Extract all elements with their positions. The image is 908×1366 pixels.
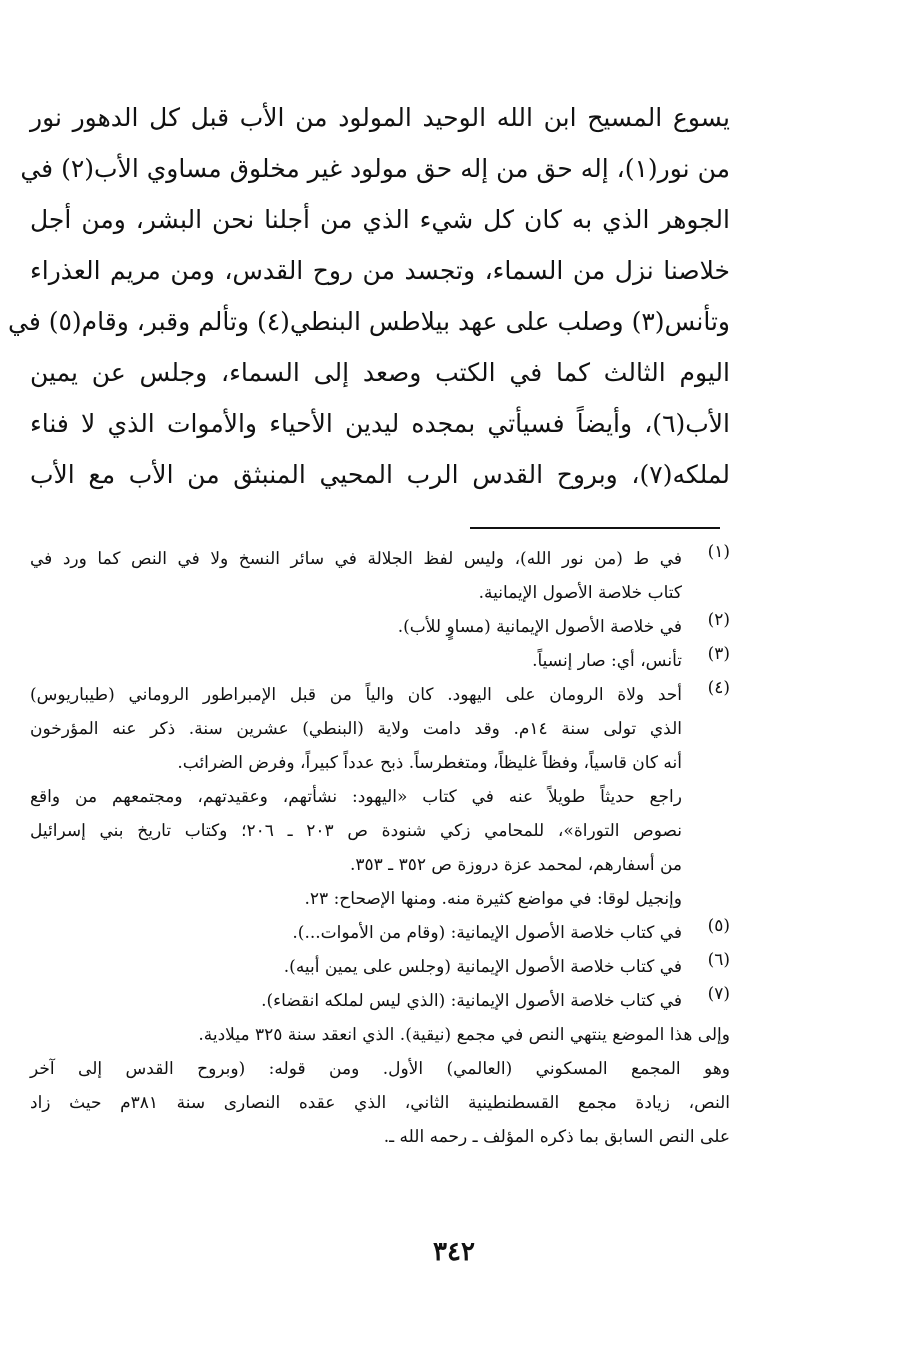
footnote-number: (١) bbox=[707, 542, 730, 562]
footnote-line: وإنجيل لوقا: في مواضع كثيرة منه. ومنها الإصحاح: ٢٣. bbox=[304, 889, 682, 909]
main-text-line: الجوهر الذي به كان كل شيء الذي من أجلنا نحن البشر، ومن أجل bbox=[30, 205, 730, 234]
main-text-line: لملكه(٧)، وبروح القدس الرب المحيي المنبثق من الأب مع الأب bbox=[30, 460, 730, 489]
footnote-line: نصوص التوراة»، للمحامي زكي شنودة ص ٢٠٣ ـ ٢٠٦؛ وكتاب تاريخ بني إسرائيل bbox=[30, 821, 682, 841]
footnote bbox=[30, 644, 730, 678]
closing-note-line: وإلى هذا الموضع ينتهي النص في مجمع (نيقية). الذي انعقد سنة ٣٢٥ ميلادية. bbox=[198, 1025, 730, 1045]
footnote-line: كتاب خلاصة الأصول الإيمانية. bbox=[478, 583, 682, 603]
main-text-line: يسوع المسيح ابن الله الوحيد المولود من الأب قبل كل الدهور نور bbox=[30, 103, 730, 132]
footnotes bbox=[30, 542, 730, 1154]
footnote-line: من أسفارهم، لمحمد عزة دروزة ص ٣٥٢ ـ ٣٥٣. bbox=[349, 855, 682, 875]
closing-note-line: على النص السابق بما ذكره المؤلف ـ رحمه الله ـ. bbox=[383, 1127, 730, 1147]
footnote-number: (٥) bbox=[707, 916, 730, 936]
footnote bbox=[30, 542, 730, 610]
footnote-line: في كتاب خلاصة الأصول الإيمانية: (الذي ليس لملكه انقضاء). bbox=[261, 991, 682, 1011]
footnote bbox=[30, 678, 730, 916]
footnote-line: أنه كان قاسياً، وفظاً غليظاً، ومتغطرساً. ذبح عدداً كبيراً، وفرض الضرائب. bbox=[177, 753, 682, 773]
footnote bbox=[30, 950, 730, 984]
footnote bbox=[30, 610, 730, 644]
footnote-number: (٤) bbox=[707, 678, 730, 698]
closing-note-line: وهو المجمع المسكوني (العالمي) الأول. ومن قوله: (وبروح القدس إلى آخر bbox=[30, 1059, 730, 1079]
main-text-line: خلاصنا نزل من السماء، وتجسد من روح القدس، ومن مريم العذراء bbox=[30, 256, 730, 285]
footnote-line: راجع حديثاً طويلاً عنه في كتاب «اليهود: نشأتهم، وعقيدتهم، ومجتمعهم من واقع bbox=[30, 787, 682, 807]
footnote-line: في كتاب خلاصة الأصول الإيمانية (وجلس على يمين أبيه). bbox=[283, 957, 682, 977]
footnote-line: في كتاب خلاصة الأصول الإيمانية: (وقام من الأموات...). bbox=[292, 923, 682, 943]
footnote bbox=[30, 984, 730, 1018]
footnote-line: الذي تولى سنة ١٤م. وقد دامت ولاية (البنطي) عشرين سنة. ذكر عنه المؤرخون bbox=[30, 719, 682, 739]
main-text-line: من نور(١)، إله حق من إله حق مولود غير مخلوق مساوي الأب(٢) في bbox=[20, 154, 730, 183]
closing-note bbox=[30, 1018, 730, 1154]
page-number: ٣٤٢ bbox=[433, 1237, 475, 1267]
footnote bbox=[30, 916, 730, 950]
footnote-number: (٢) bbox=[707, 610, 730, 630]
footnote-number: (٧) bbox=[707, 984, 730, 1004]
footnote-line: تأنس، أي: صار إنسياً. bbox=[532, 651, 682, 671]
main-text-line: الأب(٦)، وأيضاً فسيأتي بمجده ليدين الأحياء والأموات الذي لا فناء bbox=[30, 409, 730, 438]
main-text bbox=[7, 92, 730, 500]
footnote-line: أحد ولاة الرومان على اليهود. كان والياً من قبل الإمبراطور الروماني (طيباريوس) bbox=[30, 685, 682, 705]
main-text-line: وتأنس(٣) وصلب على عهد بيلاطس البنطي(٤) وتألم وقبر، وقام(٥) في bbox=[7, 307, 730, 336]
main-text-line: اليوم الثالث كما في الكتب وصعد إلى السماء، وجلس عن يمين bbox=[30, 358, 730, 387]
closing-note-line: النص، زيادة مجمع القسطنطينية الثاني، الذي عقده النصارى سنة ٣٨١م حيث زاد bbox=[30, 1093, 730, 1113]
footnote-separator bbox=[470, 527, 720, 529]
footnote-line: في ط (من نور الله)، وليس لفظ الجلالة في سائر النسخ ولا في النص كما ورد في bbox=[30, 549, 682, 569]
footnote-number: (٣) bbox=[707, 644, 730, 664]
footnote-number: (٦) bbox=[707, 950, 730, 970]
footnote-line: في خلاصة الأصول الإيمانية (مساوٍ للأب). bbox=[397, 617, 682, 637]
